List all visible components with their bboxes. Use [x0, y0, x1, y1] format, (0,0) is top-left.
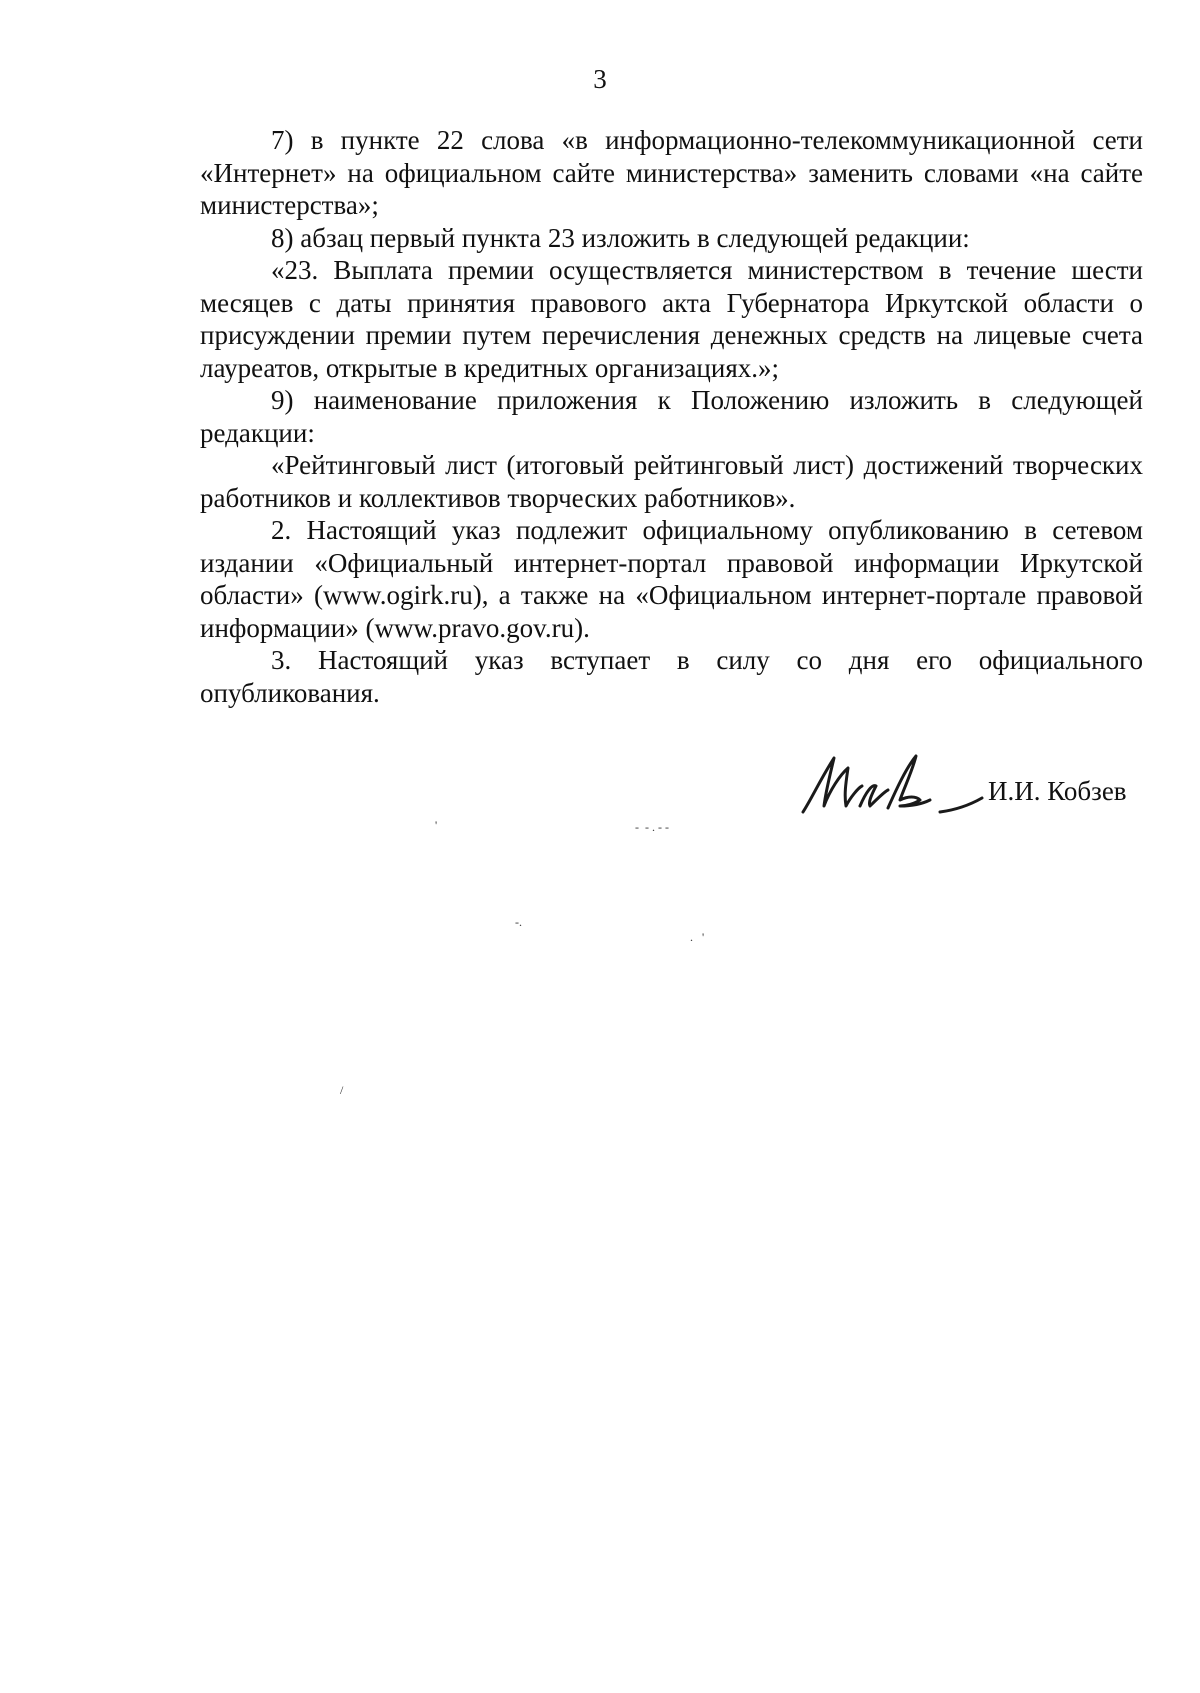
scan-artifact: / [340, 1083, 344, 1097]
handwritten-signature [800, 750, 985, 840]
page-number: 3 [593, 64, 607, 94]
paragraph-section-2: 2. Настоящий указ подлежит официальному опубликованию в сетевом издании «Официальный интернет-портал правовой информации Иркутской области» (www.ogirk.ru), а также на «Официальном интернет-портале правовой информации» (www.pravo.gov.ru). [200, 515, 1143, 643]
paragraph-item-8: 8) абзац первый пункта 23 изложить в следующей редакции: [271, 222, 970, 253]
scan-artifact: - - . - - [635, 820, 669, 834]
paragraph-quote-23: «23. Выплата премии осуществляется министерством в течение шести месяцев с даты принятия правового акта Губернатора Иркутской области о присуждении премии путем перечисления денежных средств на лицевые счета лауреатов, открытые в кредитных организациях.»; [200, 255, 1143, 383]
document-body [200, 124, 1143, 709]
paragraph-section-3: 3. Настоящий указ вступает в силу со дня его официального опубликования. [200, 645, 1143, 708]
signature-block [800, 750, 1150, 845]
paragraph-item-7: 7) в пункте 22 слова «в информационно-телекоммуникационной сети «Интернет» на официальном сайте министерства» заменить словами «на сайте министерства»; [200, 125, 1143, 220]
paragraph-item-9: 9) наименование приложения к Положению изложить в следующей редакции: [200, 385, 1143, 448]
paragraph-quote-rating-list: «Рейтинговый лист (итоговый рейтинговый лист) достижений творческих работников и коллективов творческих работников». [200, 450, 1143, 513]
scan-artifact: ' [435, 818, 438, 832]
scan-artifact: . ' [690, 930, 705, 944]
signer-name: И.И. Кобзев [988, 776, 1127, 806]
scan-artifact: -. [515, 915, 522, 929]
